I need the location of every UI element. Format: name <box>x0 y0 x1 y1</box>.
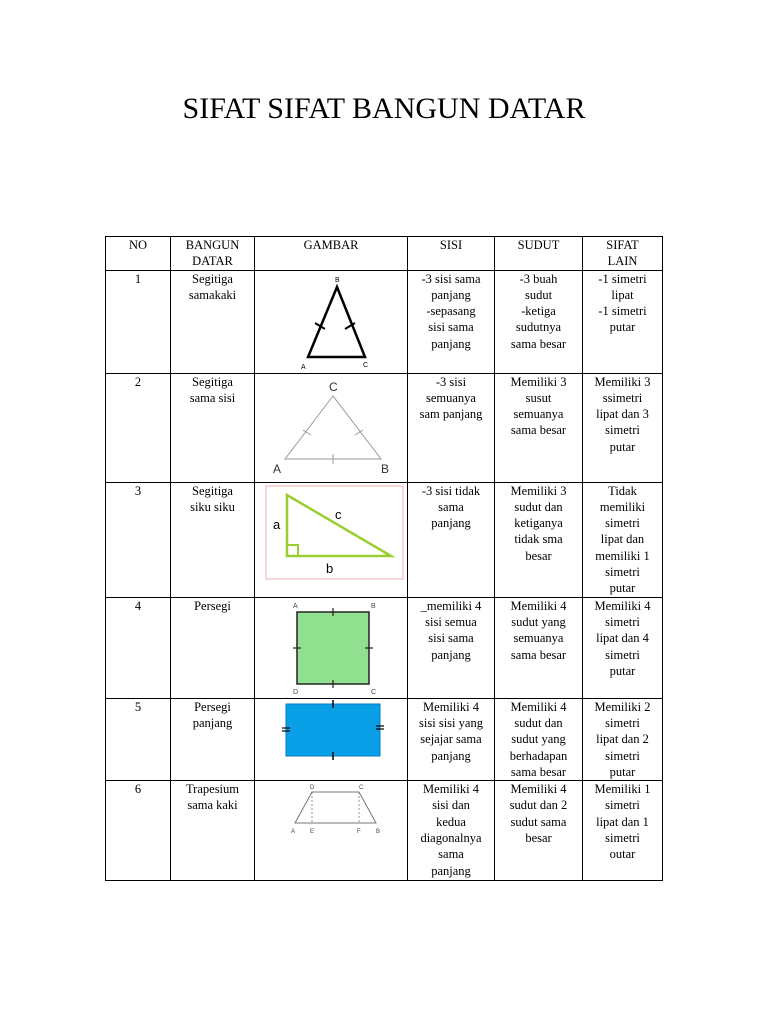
svg-text:D: D <box>293 688 299 696</box>
svg-text:B: B <box>376 829 381 836</box>
header-row <box>106 237 663 271</box>
properties-table <box>105 236 663 881</box>
sifat-lain-cell: Memiliki 4 simetri lipat dan 4 simetri putar <box>583 597 663 698</box>
sisi-cell: _memiliki 4 sisi semua sisi sama panjang <box>408 597 495 698</box>
svg-text:A: A <box>301 363 306 371</box>
sifat-lain-cell: Tidak memiliki simetri lipat dan memiliki 1 simetri putar <box>583 482 663 597</box>
svg-text:B: B <box>381 461 390 476</box>
equilateral-triangle-figure <box>257 374 409 482</box>
svg-text:c: c <box>335 506 342 522</box>
svg-text:B: B <box>335 276 340 284</box>
row-number: 2 <box>106 373 171 482</box>
shape-figure <box>255 482 408 597</box>
row-number: 6 <box>106 781 171 881</box>
sisi-cell: Memiliki 4 sisi dan kedua diagonalnya sama panjang <box>408 781 495 881</box>
svg-text:E: E <box>310 829 315 836</box>
sudut-cell: Memiliki 4 sudut dan 2 sudut sama besar <box>495 781 583 881</box>
sifat-lain-cell: -1 simetri lipat -1 simetri putar <box>583 270 663 373</box>
svg-text:A: A <box>273 461 282 476</box>
header-gambar: GAMBAR <box>255 237 408 271</box>
sisi-cell: -3 sisi sama panjang -sepasang sisi sama panjang <box>408 270 495 373</box>
sudut-cell: Memiliki 3 sudut dan ketiganya tidak sma besar <box>495 482 583 597</box>
sisi-cell: -3 sisi semuanya sam panjang <box>408 373 495 482</box>
header-sisi: SISI <box>408 237 495 271</box>
table-row <box>106 482 663 597</box>
svg-text:A: A <box>291 829 296 836</box>
header-bangun-datar: BANGUN DATAR <box>171 237 255 271</box>
header-sifat-lain: SIFAT LAIN <box>583 237 663 271</box>
shape-name: Persegi <box>171 597 255 698</box>
sisi-cell: Memiliki 4 sisi sisi yang sejajar sama panjang <box>408 698 495 780</box>
svg-text:b: b <box>326 560 334 576</box>
shape-figure <box>255 270 408 373</box>
isosceles-trapezoid-figure <box>257 781 409 880</box>
shape-name: Segitiga samakaki <box>171 270 255 373</box>
shape-figure <box>255 698 408 780</box>
shape-name: Persegi panjang <box>171 698 255 780</box>
shape-figure <box>255 373 408 482</box>
svg-text:D: D <box>310 785 315 792</box>
table-row <box>106 270 663 373</box>
svg-text:C: C <box>329 379 338 394</box>
shape-name: Trapesium sama kaki <box>171 781 255 881</box>
sisi-cell: -3 sisi tidak sama panjang <box>408 482 495 597</box>
svg-text:C: C <box>363 361 369 369</box>
svg-text:F: F <box>357 829 361 836</box>
sudut-cell: Memiliki 3 susut semuanya sama besar <box>495 373 583 482</box>
table-row <box>106 597 663 698</box>
rectangle-figure <box>257 699 409 780</box>
svg-text:C: C <box>359 785 364 792</box>
sifat-lain-cell: Memiliki 2 simetri lipat dan 2 simetri putar <box>583 698 663 780</box>
row-number: 5 <box>106 698 171 780</box>
table-row <box>106 373 663 482</box>
shape-figure <box>255 597 408 698</box>
sifat-lain-cell: Memiliki 3 ssimetri lipat dan 3 simetri putar <box>583 373 663 482</box>
table-row <box>106 698 663 780</box>
row-number: 3 <box>106 482 171 597</box>
right-triangle-figure <box>257 483 409 597</box>
shape-name: Segitiga sama sisi <box>171 373 255 482</box>
svg-text:a: a <box>273 516 281 532</box>
sudut-cell: -3 buah sudut -ketiga sudutnya sama besar <box>495 270 583 373</box>
row-number: 4 <box>106 597 171 698</box>
shape-figure <box>255 781 408 881</box>
shape-name: Segitiga siku siku <box>171 482 255 597</box>
header-no: NO <box>106 237 171 271</box>
row-number: 1 <box>106 270 171 373</box>
sifat-lain-cell: Memiliki 1 simetri lipat dan 1 simetri outar <box>583 781 663 881</box>
svg-text:A: A <box>293 602 298 610</box>
sudut-cell: Memiliki 4 sudut yang semuanya sama besar <box>495 597 583 698</box>
table-row <box>106 781 663 881</box>
page-title: SIFAT SIFAT BANGUN DATAR <box>182 92 586 125</box>
svg-text:C: C <box>371 688 377 696</box>
svg-text:B: B <box>371 602 376 610</box>
header-sudut: SUDUT <box>495 237 583 271</box>
square-figure <box>257 598 409 698</box>
sudut-cell: Memiliki 4 sudut dan sudut yang berhadapan sama besar <box>495 698 583 780</box>
isosceles-triangle-figure <box>257 271 409 373</box>
